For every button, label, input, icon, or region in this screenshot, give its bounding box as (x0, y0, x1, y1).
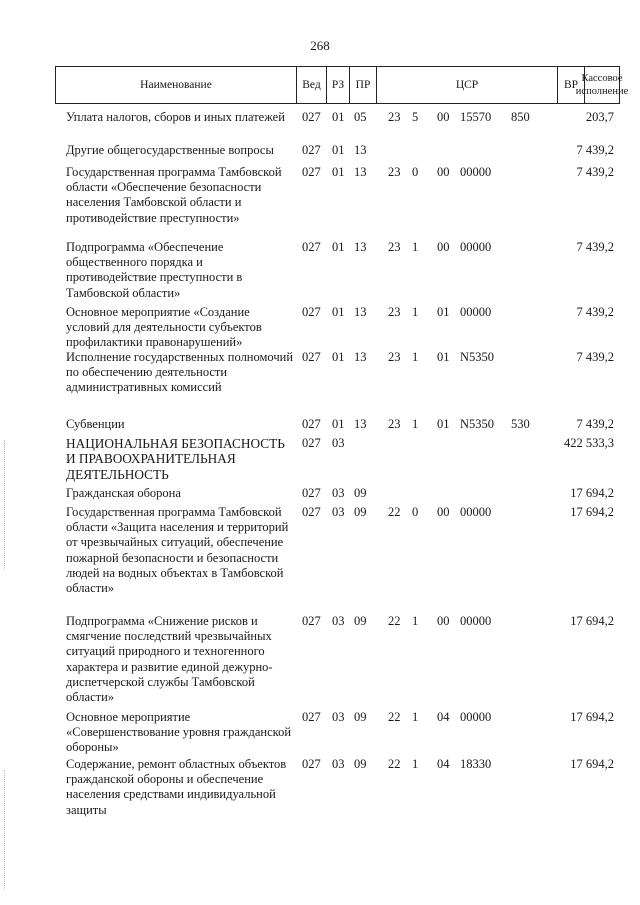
page-number: 268 (310, 38, 330, 53)
row-ved: 027 (302, 350, 321, 364)
row-csr-part: 00 (437, 505, 450, 519)
row-rz: 01 (332, 110, 345, 124)
row-csr-part: 1 (412, 350, 419, 364)
row-amount: 17 694,2 (570, 710, 614, 724)
row-ved: 027 (302, 417, 321, 431)
row-rz: 01 (332, 240, 345, 254)
row-name: Подпрограмма «Обеспечение общественного порядка и противодействие преступности в Тамбовской области» (66, 240, 243, 300)
row-rz: 01 (332, 305, 345, 319)
row-name: Основное мероприятие «Совершенствование уровня гражданской обороны» (66, 710, 292, 755)
row-csr-part: 5 (412, 110, 419, 124)
row-ved: 027 (302, 240, 321, 254)
row-csr-part: 04 (437, 757, 450, 771)
row-name: Содержание, ремонт областных объектов гражданской обороны и обеспечение населения средствами индивидуальной защиты (66, 757, 287, 817)
row-csr-part: 00000 (460, 165, 492, 179)
row-csr-part: 00 (437, 614, 450, 628)
row-pr: 09 (354, 757, 367, 771)
row-csr-part: 23 (388, 350, 401, 364)
row-csr-part: 0 (412, 165, 419, 179)
row-csr-part: 18330 (460, 757, 492, 771)
row-amount: 17 694,2 (570, 486, 614, 500)
row-ved: 027 (302, 614, 321, 628)
row-csr-part: 23 (388, 417, 401, 431)
row-rz: 01 (332, 350, 345, 364)
row-amount: 17 694,2 (570, 505, 614, 519)
row-rz: 03 (332, 505, 345, 519)
row-rz: 03 (332, 486, 345, 500)
header-csr: ЦСР (377, 67, 558, 103)
row-ved: 027 (302, 110, 321, 124)
row-amount: 7 439,2 (576, 165, 614, 179)
row-ved: 027 (302, 505, 321, 519)
row-csr-part: 22 (388, 614, 401, 628)
row-name: Субвенции (66, 417, 125, 431)
row-csr-part: 00000 (460, 505, 492, 519)
row-ved: 027 (302, 436, 321, 450)
row-csr-part: 00 (437, 110, 450, 124)
row-ved: 027 (302, 305, 321, 319)
row-amount: 7 439,2 (576, 143, 614, 157)
row-pr: 09 (354, 486, 367, 500)
row-csr-part: 00000 (460, 614, 492, 628)
row-amount: 17 694,2 (570, 614, 614, 628)
row-pr: 13 (354, 240, 367, 254)
row-csr-part: 15570 (460, 110, 492, 124)
table-header (55, 66, 629, 104)
row-csr-part: 1 (412, 240, 419, 254)
row-csr-part: 23 (388, 240, 401, 254)
row-pr: 13 (354, 305, 367, 319)
row-rz: 01 (332, 143, 345, 157)
row-ved: 027 (302, 143, 321, 157)
header-vr: ВР (558, 67, 585, 103)
row-csr-part: 01 (437, 417, 450, 431)
row-rz: 01 (332, 165, 345, 179)
row-csr-part: 01 (437, 350, 450, 364)
row-csr-part: 00 (437, 240, 450, 254)
row-csr-part: 23 (388, 305, 401, 319)
row-ved: 027 (302, 165, 321, 179)
row-csr-part: 22 (388, 710, 401, 724)
row-csr-part: 1 (412, 710, 419, 724)
row-csr-part: 22 (388, 757, 401, 771)
row-pr: 13 (354, 143, 367, 157)
row-pr: 13 (354, 165, 367, 179)
row-name: Государственная программа Тамбовской области «Защита населения и территорий от чрезвычайных ситуаций, обеспечение пожарной безопасности и безопасности людей на водных объектах в Тамбовской области» (66, 505, 289, 596)
row-csr-part: 23 (388, 165, 401, 179)
header-rz: РЗ (327, 67, 350, 103)
row-csr-part: 01 (437, 305, 450, 319)
row-ved: 027 (302, 757, 321, 771)
margin-mark (4, 770, 7, 890)
row-amount: 7 439,2 (576, 350, 614, 364)
row-pr: 13 (354, 417, 367, 431)
row-vr: 530 (511, 417, 530, 431)
row-vr: 850 (511, 110, 530, 124)
row-rz: 03 (332, 757, 345, 771)
row-pr: 05 (354, 110, 367, 124)
margin-mark (4, 440, 7, 570)
row-ved: 027 (302, 710, 321, 724)
row-amount: 7 439,2 (576, 240, 614, 254)
row-amount: 7 439,2 (576, 417, 614, 431)
row-name: Другие общегосударственные вопросы (66, 143, 274, 157)
row-name: Основное мероприятие «Создание условий для деятельности субъектов профилактики правонарушений» (66, 305, 262, 350)
row-csr-part: 1 (412, 417, 419, 431)
row-amount: 203,7 (585, 110, 614, 124)
row-csr-part: N5350 (460, 350, 495, 364)
row-csr-part: 23 (388, 110, 401, 124)
row-name: Исполнение государственных полномочий по обеспечению деятельности административных комиссий (66, 350, 294, 395)
header-ved: Вед (297, 67, 327, 103)
row-csr-part: 00000 (460, 305, 492, 319)
row-rz: 03 (332, 436, 345, 450)
row-amount: 7 439,2 (576, 305, 614, 319)
row-name: НАЦИОНАЛЬНАЯ БЕЗОПАСНОСТЬ И ПРАВООХРАНИТЕЛЬНАЯ ДЕЯТЕЛЬНОСТЬ (66, 436, 285, 482)
row-amount: 17 694,2 (570, 757, 614, 771)
row-csr-part: 00000 (460, 240, 492, 254)
row-csr-part: 1 (412, 614, 419, 628)
header-name: Наименование (56, 67, 297, 103)
row-rz: 03 (332, 614, 345, 628)
row-pr: 09 (354, 710, 367, 724)
row-name: Гражданская оборона (66, 486, 181, 500)
row-csr-part: 22 (388, 505, 401, 519)
row-csr-part: 1 (412, 305, 419, 319)
row-pr: 13 (354, 350, 367, 364)
row-csr-part: 04 (437, 710, 450, 724)
row-csr-part: N5350 (460, 417, 495, 431)
header-pr: ПР (350, 67, 377, 103)
row-name: Уплата налогов, сборов и иных платежей (66, 110, 285, 124)
row-csr-part: 1 (412, 757, 419, 771)
row-rz: 01 (332, 417, 345, 431)
row-csr-part: 00000 (460, 710, 492, 724)
row-csr-part: 0 (412, 505, 419, 519)
row-name: Государственная программа Тамбовской области «Обеспечение безопасности населения Тамбовской области и противодействие преступности» (66, 165, 282, 225)
row-rz: 03 (332, 710, 345, 724)
header-cash-execution: Кассовое исполнение (575, 73, 629, 97)
row-pr: 09 (354, 614, 367, 628)
row-csr-part: 00 (437, 165, 450, 179)
row-ved: 027 (302, 486, 321, 500)
row-pr: 09 (354, 505, 367, 519)
row-amount: 422 533,3 (564, 436, 614, 450)
row-name: Подпрограмма «Снижение рисков и смягчение последствий чрезвычайных ситуаций природного и техногенного характера и развитие единой дежурно-диспетчерской службы Тамбовской области» (66, 614, 273, 705)
